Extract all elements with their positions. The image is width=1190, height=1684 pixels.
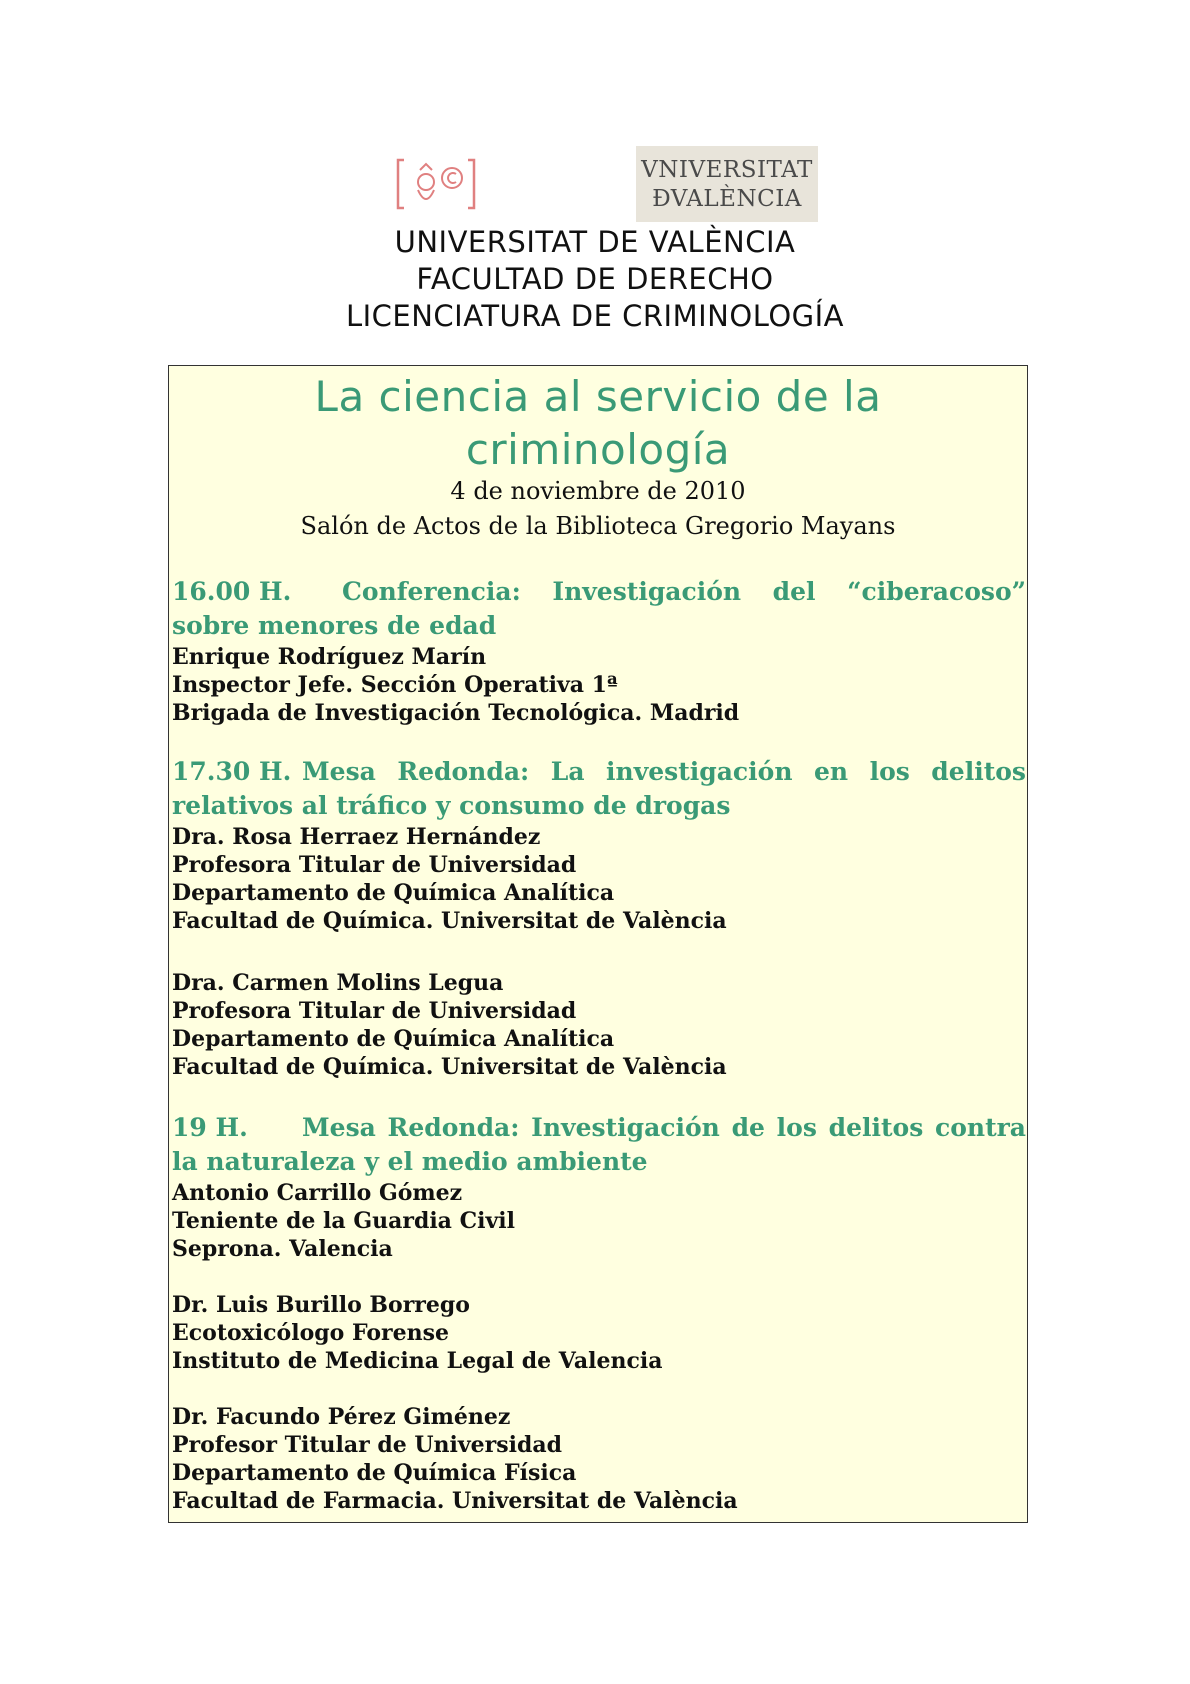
speaker-affiliation: Seprona. Valencia <box>172 1236 393 1262</box>
speaker-name: Dr. Facundo Pérez Giménez <box>172 1404 511 1430</box>
speaker-department: Departamento de Química Analítica <box>172 880 615 906</box>
speaker <box>172 969 1026 1081</box>
speaker-affiliation: Instituto de Medicina Legal de Valencia <box>172 1348 663 1374</box>
speaker <box>172 823 1026 935</box>
session-heading <box>172 575 1026 643</box>
event-date: 4 de noviembre de 2010 <box>450 477 746 505</box>
session-heading <box>172 1111 1026 1179</box>
speaker-affiliation: Facultad de Química. Universitat de València <box>172 1054 727 1080</box>
speaker-department: Departamento de Química Analítica <box>172 1026 615 1052</box>
session-1 <box>172 575 1026 727</box>
speaker <box>172 1179 1026 1263</box>
session-title: Mesa Redonda: La investigación en los delitos relativos al tráfico y consumo de drogas <box>172 757 1026 820</box>
session-heading <box>172 755 1026 823</box>
session-time: 16.00 H. <box>172 577 292 606</box>
speaker-role: Profesora Titular de Universidad <box>172 998 577 1024</box>
event-title-line2: criminología <box>465 425 731 474</box>
event-venue: Salón de Actos de la Biblioteca Gregorio Mayans <box>300 512 896 540</box>
speaker-affiliation: Facultad de Farmacia. Universitat de València <box>172 1488 738 1514</box>
speaker-name: Dra. Rosa Herraez Hernández <box>172 824 541 850</box>
session-3 <box>172 1111 1026 1515</box>
event-title-line1: La ciencia al servicio de la <box>314 372 882 421</box>
speaker-affiliation: Brigada de Investigación Tecnológica. Madrid <box>172 700 740 726</box>
header-university: UNIVERSITAT DE VALÈNCIA <box>394 225 796 259</box>
speaker <box>172 1291 1026 1375</box>
session-time: 17.30 H. <box>172 757 292 786</box>
speaker-role: Profesor Titular de Universidad <box>172 1432 563 1458</box>
session-title: Mesa Redonda: Investigación de los delitos contra la naturaleza y el medio ambiente <box>172 1113 1026 1176</box>
session-2 <box>172 755 1026 1081</box>
speaker-name: Dr. Luis Burillo Borrego <box>172 1292 470 1318</box>
logo-text-line2: ÐVALÈNCIA <box>652 186 802 212</box>
universitat-valencia-logo <box>636 146 818 222</box>
speaker-role: Inspector Jefe. Sección Operativa 1ª <box>172 672 618 698</box>
session-title: Conferencia: Investigación del “ciberacoso” sobre menores de edad <box>172 577 1026 640</box>
speaker-name: Antonio Carrillo Gómez <box>172 1180 463 1206</box>
event-title <box>169 370 1027 476</box>
speaker-department: Departamento de Química Física <box>172 1460 577 1486</box>
logo-text-line1: VNIVERSITAT <box>641 157 813 183</box>
speaker-affiliation: Facultad de Química. Universitat de València <box>172 908 727 934</box>
speaker-name: Dra. Carmen Molins Legua <box>172 970 504 996</box>
header-faculty: FACULTAD DE DERECHO <box>416 262 774 296</box>
institution-header <box>0 224 1190 335</box>
session-time: 19 H. <box>172 1113 248 1142</box>
speaker <box>172 643 1026 727</box>
header-degree: LICENCIATURA DE CRIMINOLOGÍA <box>345 299 845 333</box>
speaker-role: Teniente de la Guardia Civil <box>172 1208 515 1234</box>
speaker-name: Enrique Rodríguez Marín <box>172 644 487 670</box>
logos-row <box>0 146 1190 226</box>
program-box <box>168 365 1028 1523</box>
speaker <box>172 1403 1026 1515</box>
speaker-role: Profesora Titular de Universidad <box>172 852 577 878</box>
criminology-logo-icon <box>394 156 478 212</box>
speaker-role: Ecotoxicólogo Forense <box>172 1320 450 1346</box>
